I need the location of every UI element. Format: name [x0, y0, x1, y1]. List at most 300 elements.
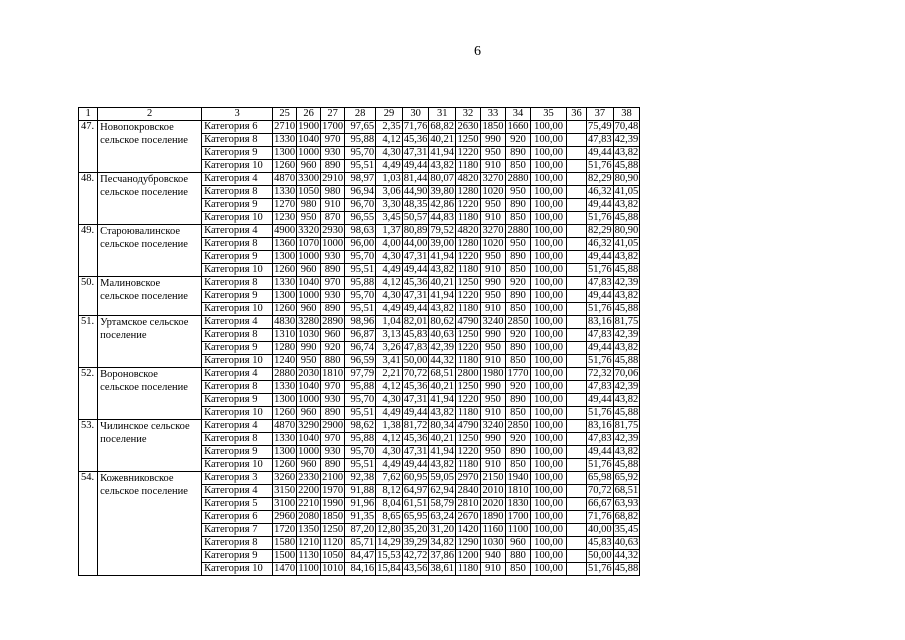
value-cell: 1470	[274, 563, 296, 574]
value-cell: 890	[506, 446, 531, 459]
value-cell: 43,82	[430, 303, 454, 314]
value-cell: 850	[506, 160, 531, 173]
value-cell: 100,00	[531, 433, 567, 446]
value-cell	[567, 498, 587, 511]
value-cell: 1220	[457, 446, 479, 457]
value-cell: 49,44	[588, 446, 612, 457]
value-cell: 47,83	[588, 329, 612, 340]
value-cell: 920	[321, 342, 345, 355]
value-cell	[567, 355, 587, 368]
value-cell: 3290	[298, 420, 320, 431]
value-cell: 950	[481, 290, 506, 303]
value-cell: 4,30	[376, 290, 403, 303]
value-cell: 1850	[322, 511, 344, 522]
table-row	[79, 277, 640, 290]
category-cell: Категория 10	[202, 264, 273, 277]
value-cell: 1990	[322, 498, 344, 509]
value-cell	[567, 394, 587, 407]
value-cell: 2710	[274, 121, 296, 132]
value-cell: 1260	[274, 407, 296, 418]
value-cell: 70,06	[614, 368, 639, 379]
value-cell: 890	[321, 303, 345, 316]
value-cell: 45,88	[614, 563, 639, 574]
value-cell	[567, 472, 587, 485]
value-cell: 1300	[274, 251, 296, 262]
value-cell: 51,76	[588, 160, 612, 171]
category-cell: Категория 10	[202, 160, 273, 173]
value-cell: 2840	[457, 485, 479, 496]
value-cell: 1890	[482, 511, 504, 522]
value-cell: 66,67	[588, 498, 612, 509]
value-cell: 3280	[298, 316, 320, 327]
value-cell: 910	[481, 355, 506, 368]
value-cell: 2850	[507, 420, 529, 431]
value-cell: 47,83	[588, 134, 612, 145]
value-cell: 1180	[456, 563, 481, 576]
category-cell: Категория 8	[202, 134, 273, 147]
value-cell: 41,05	[614, 186, 639, 197]
value-cell	[567, 381, 587, 394]
value-cell: 970	[321, 134, 345, 147]
value-cell: 95,70	[345, 147, 376, 160]
value-cell: 1210	[298, 537, 320, 548]
value-cell: 910	[481, 160, 506, 173]
value-cell: 2960	[274, 511, 296, 522]
value-cell	[567, 511, 587, 524]
value-cell: 49,44	[588, 199, 612, 210]
value-cell: 2100	[322, 472, 344, 483]
value-cell: 3300	[298, 173, 320, 184]
value-cell: 100,00	[531, 537, 567, 550]
category-cell: Категория 8	[202, 433, 273, 446]
category-cell: Категория 7	[202, 524, 273, 537]
value-cell: 42,39	[614, 277, 639, 288]
value-cell: 850	[506, 407, 531, 420]
value-cell: 45,88	[614, 160, 639, 171]
value-cell: 15,84	[377, 563, 401, 574]
category-cell: Категория 5	[202, 498, 273, 511]
value-cell: 100,00	[531, 381, 567, 394]
value-cell: 4,12	[376, 134, 403, 147]
value-cell: 96,55	[345, 212, 376, 225]
value-cell	[567, 238, 587, 251]
category-cell: Категория 4	[202, 225, 273, 238]
category-cell: Категория 4	[202, 420, 273, 433]
value-cell: 44,32	[430, 355, 454, 366]
value-cell: 100,00	[531, 173, 567, 186]
value-cell: 48,35	[403, 199, 428, 210]
value-cell: 890	[321, 459, 345, 472]
value-cell: 1300	[274, 290, 296, 301]
value-cell: 100,00	[531, 420, 567, 433]
value-cell: 1660	[507, 121, 529, 132]
value-cell: 60,95	[403, 472, 428, 483]
value-cell: 100,00	[531, 472, 567, 485]
value-cell: 43,56	[403, 563, 428, 574]
value-cell: 1240	[274, 355, 296, 366]
value-cell: 100,00	[531, 524, 567, 537]
column-header: 30	[402, 108, 429, 121]
value-cell: 44,83	[430, 212, 454, 223]
value-cell: 2930	[322, 225, 344, 236]
value-cell: 49,44	[403, 407, 428, 418]
value-cell: 1000	[298, 446, 320, 457]
value-cell	[567, 537, 587, 550]
value-cell: 850	[506, 355, 531, 368]
value-cell: 1280	[457, 186, 479, 197]
value-cell: 1980	[482, 368, 504, 379]
value-cell: 96,94	[345, 186, 376, 199]
category-cell: Категория 8	[202, 238, 273, 251]
value-cell: 1050	[322, 550, 344, 561]
value-cell: 1260	[274, 459, 296, 470]
value-cell: 950	[481, 147, 506, 160]
value-cell: 91,35	[345, 511, 376, 524]
value-cell: 42,39	[614, 381, 639, 392]
value-cell: 68,82	[614, 511, 639, 522]
value-cell: 4,00	[376, 238, 403, 251]
value-cell: 1130	[298, 550, 319, 561]
value-cell: 950	[481, 251, 506, 264]
value-cell: 870	[321, 212, 345, 225]
value-cell: 1700	[322, 121, 344, 132]
category-cell: Категория 4	[202, 485, 273, 498]
value-cell: 890	[321, 264, 345, 277]
value-cell	[567, 329, 587, 342]
row-number: 48.	[79, 173, 98, 225]
column-header: 37	[587, 108, 614, 121]
settlement-name: Новопокровское сельское поселение	[98, 121, 202, 173]
value-cell: 96,87	[345, 329, 376, 342]
value-cell: 42,39	[614, 134, 639, 145]
table-row	[79, 420, 640, 433]
value-cell: 890	[506, 147, 531, 160]
value-cell: 990	[481, 277, 506, 290]
value-cell: 1580	[274, 537, 296, 548]
value-cell: 1330	[274, 134, 296, 145]
value-cell: 1180	[456, 212, 481, 225]
value-cell: 91,88	[345, 485, 376, 498]
value-cell: 1330	[274, 186, 296, 197]
value-cell: 2200	[298, 485, 320, 496]
value-cell: 49,44	[403, 303, 428, 314]
value-cell: 7,62	[376, 472, 403, 485]
value-cell: 1940	[507, 472, 529, 483]
column-header: 27	[321, 108, 345, 121]
value-cell: 970	[321, 433, 345, 446]
value-cell	[567, 121, 587, 134]
value-cell: 83,16	[588, 316, 612, 327]
column-header: 1	[79, 108, 98, 121]
value-cell: 950	[506, 238, 531, 251]
value-cell: 37,86	[430, 550, 454, 561]
category-cell: Категория 10	[202, 459, 273, 472]
value-cell: 2810	[457, 498, 479, 509]
value-cell: 1180	[456, 303, 481, 316]
value-cell: 1,03	[376, 173, 403, 186]
value-cell: 4820	[457, 225, 479, 236]
value-cell: 3270	[482, 173, 504, 184]
value-cell: 63,24	[430, 511, 454, 522]
value-cell	[567, 524, 587, 537]
value-cell: 96,00	[345, 238, 376, 251]
value-cell	[567, 550, 587, 563]
value-cell: 82,29	[588, 173, 612, 184]
value-cell: 3320	[298, 225, 320, 236]
value-cell: 47,31	[403, 290, 428, 301]
value-cell: 98,96	[345, 316, 376, 329]
value-cell: 100,00	[531, 290, 567, 303]
value-cell: 920	[506, 277, 531, 290]
value-cell: 1300	[274, 446, 296, 457]
value-cell: 100,00	[531, 446, 567, 459]
value-cell: 1770	[507, 368, 529, 379]
value-cell: 51,76	[588, 264, 612, 275]
row-number: 52.	[79, 368, 98, 420]
value-cell: 41,94	[430, 147, 454, 158]
value-cell: 44,32	[614, 550, 639, 561]
value-cell: 4,30	[376, 251, 403, 264]
value-cell: 70,72	[403, 368, 428, 379]
value-cell: 1030	[482, 537, 504, 548]
value-cell: 1010	[322, 563, 344, 574]
value-cell: 43,82	[614, 342, 639, 353]
value-cell: 990	[481, 134, 506, 147]
value-cell: 1700	[507, 511, 529, 522]
value-cell: 910	[321, 199, 345, 212]
value-cell: 39,80	[430, 186, 454, 197]
value-cell: 1000	[322, 238, 344, 249]
value-cell: 70,72	[588, 485, 612, 496]
value-cell: 930	[321, 147, 345, 160]
value-cell: 4,12	[376, 433, 403, 446]
value-cell: 2670	[457, 511, 479, 522]
value-cell: 2330	[298, 472, 320, 483]
value-cell: 100,00	[531, 498, 567, 511]
value-cell	[567, 563, 587, 576]
value-cell: 1360	[274, 238, 296, 249]
category-cell: Категория 10	[202, 355, 273, 368]
value-cell: 990	[297, 342, 321, 355]
value-cell: 1220	[457, 251, 479, 262]
value-cell: 1220	[457, 199, 479, 210]
value-cell: 940	[481, 550, 506, 563]
value-cell: 97,65	[345, 121, 376, 134]
category-cell: Категория 8	[202, 381, 273, 394]
value-cell: 1,04	[376, 316, 403, 329]
value-cell: 8,04	[376, 498, 403, 511]
category-cell: Категория 9	[202, 290, 273, 303]
row-number: 47.	[79, 121, 98, 173]
value-cell: 95,88	[345, 134, 376, 147]
value-cell: 81,72	[403, 420, 428, 431]
value-cell: 1000	[298, 394, 320, 405]
value-cell: 41,05	[614, 238, 639, 249]
value-cell: 49,44	[403, 264, 428, 275]
value-cell: 43,82	[430, 160, 454, 171]
value-cell: 100,00	[531, 225, 567, 238]
value-cell: 1030	[298, 329, 320, 340]
value-cell: 960	[297, 459, 321, 472]
value-cell: 100,00	[531, 277, 567, 290]
value-cell: 96,74	[345, 342, 376, 355]
value-cell: 49,44	[588, 147, 612, 158]
value-cell: 2890	[322, 316, 344, 327]
value-cell: 31,20	[430, 524, 454, 535]
value-cell: 95,70	[345, 394, 376, 407]
value-cell: 1000	[298, 251, 320, 262]
value-cell: 1040	[298, 277, 320, 288]
value-cell: 81,75	[614, 316, 639, 327]
value-cell: 1180	[456, 407, 481, 420]
value-cell: 62,94	[430, 485, 454, 496]
value-cell: 100,00	[531, 186, 567, 199]
value-cell: 65,92	[614, 472, 639, 483]
value-cell: 100,00	[531, 303, 567, 316]
value-cell: 910	[481, 407, 506, 420]
value-cell: 910	[481, 212, 506, 225]
category-cell: Категория 9	[202, 342, 273, 355]
value-cell: 47,31	[403, 446, 428, 457]
value-cell: 1300	[274, 147, 296, 158]
value-cell: 96,59	[345, 355, 376, 368]
value-cell: 47,31	[403, 147, 428, 158]
value-cell: 59,05	[430, 472, 454, 483]
value-cell: 43,82	[614, 147, 639, 158]
value-cell: 2900	[322, 420, 344, 431]
value-cell	[567, 446, 587, 459]
value-cell: 43,82	[614, 446, 639, 457]
value-cell: 1250	[457, 329, 479, 340]
value-cell: 1250	[457, 134, 479, 145]
value-cell: 82,29	[588, 225, 612, 236]
value-cell: 100,00	[531, 251, 567, 264]
value-cell: 890	[506, 342, 531, 355]
category-cell: Категория 3	[202, 472, 273, 485]
value-cell: 40,21	[430, 433, 454, 444]
value-cell: 82,01	[403, 316, 428, 327]
value-cell: 80,90	[614, 225, 639, 236]
category-cell: Категория 8	[202, 329, 273, 342]
value-cell: 51,76	[588, 355, 612, 366]
value-cell: 3150	[274, 485, 296, 496]
value-cell: 1040	[298, 381, 320, 392]
value-cell: 3,26	[376, 342, 403, 355]
value-cell: 43,82	[614, 394, 639, 405]
category-cell: Категория 9	[202, 394, 273, 407]
value-cell: 1810	[322, 368, 344, 379]
value-cell	[567, 420, 587, 433]
value-cell: 70,48	[614, 121, 639, 132]
table-row	[79, 225, 640, 238]
value-cell: 930	[321, 251, 345, 264]
value-cell: 960	[297, 407, 321, 420]
value-cell: 51,76	[588, 459, 612, 470]
row-number: 54.	[79, 472, 98, 576]
settlement-name: Староювалинское сельское поселение	[98, 225, 202, 277]
value-cell	[567, 225, 587, 238]
value-cell: 1100	[298, 563, 319, 574]
value-cell: 50,57	[403, 212, 428, 223]
value-cell	[567, 459, 587, 472]
column-header: 2	[98, 108, 202, 121]
value-cell	[567, 160, 587, 173]
value-cell: 100,00	[531, 147, 567, 160]
value-cell: 47,83	[403, 342, 428, 353]
value-cell: 42,86	[430, 199, 454, 210]
column-header: 3	[202, 108, 273, 121]
value-cell: 3,13	[376, 329, 403, 342]
value-cell: 43,82	[430, 407, 454, 418]
row-number: 49.	[79, 225, 98, 277]
value-cell: 80,90	[614, 173, 639, 184]
value-cell: 81,44	[403, 173, 428, 184]
value-cell	[567, 134, 587, 147]
value-cell: 1220	[457, 147, 479, 158]
column-header: 32	[456, 108, 481, 121]
value-cell: 45,83	[588, 537, 612, 548]
value-cell: 950	[481, 446, 506, 459]
value-cell: 42,72	[403, 550, 428, 561]
value-cell: 1,37	[376, 225, 403, 238]
value-cell: 45,88	[614, 212, 639, 223]
value-cell: 95,70	[345, 251, 376, 264]
table-row	[79, 173, 640, 186]
value-cell: 2970	[457, 472, 479, 483]
header-row	[79, 108, 640, 121]
value-cell: 72,32	[588, 368, 612, 379]
value-cell: 980	[297, 199, 321, 212]
row-number: 50.	[79, 277, 98, 316]
value-cell: 44,90	[403, 186, 428, 197]
value-cell: 1100	[506, 524, 531, 537]
value-cell: 12,80	[377, 524, 401, 535]
value-cell: 950	[297, 212, 321, 225]
value-cell: 1330	[274, 381, 296, 392]
value-cell: 4,30	[376, 394, 403, 407]
value-cell: 960	[297, 160, 321, 173]
value-cell: 80,07	[430, 173, 454, 184]
value-cell: 1280	[274, 342, 296, 353]
value-cell: 95,51	[345, 303, 376, 316]
value-cell: 3100	[274, 498, 296, 509]
value-cell: 40,63	[430, 329, 454, 340]
value-cell: 49,44	[588, 342, 612, 353]
value-cell: 45,36	[403, 134, 428, 145]
value-cell: 49,44	[588, 394, 612, 405]
column-header: 34	[506, 108, 531, 121]
value-cell	[567, 407, 587, 420]
page-number: 6	[474, 44, 481, 59]
value-cell: 42,39	[430, 342, 454, 353]
value-cell: 950	[297, 355, 321, 368]
value-cell: 100,00	[531, 238, 567, 251]
value-cell: 3240	[482, 316, 504, 327]
value-cell: 61,51	[403, 498, 428, 509]
value-cell: 970	[321, 381, 345, 394]
category-cell: Категория 10	[202, 303, 273, 316]
value-cell: 4,49	[376, 407, 403, 420]
value-cell: 100,00	[531, 329, 567, 342]
settlement-name: Вороновское сельское поселение	[98, 368, 202, 420]
value-cell: 4,12	[376, 381, 403, 394]
value-cell: 4,49	[376, 160, 403, 173]
value-cell: 51,76	[588, 303, 612, 314]
value-cell: 4,12	[376, 277, 403, 290]
value-cell: 2800	[457, 368, 479, 379]
column-header: 38	[613, 108, 640, 121]
value-cell: 2150	[482, 472, 504, 483]
